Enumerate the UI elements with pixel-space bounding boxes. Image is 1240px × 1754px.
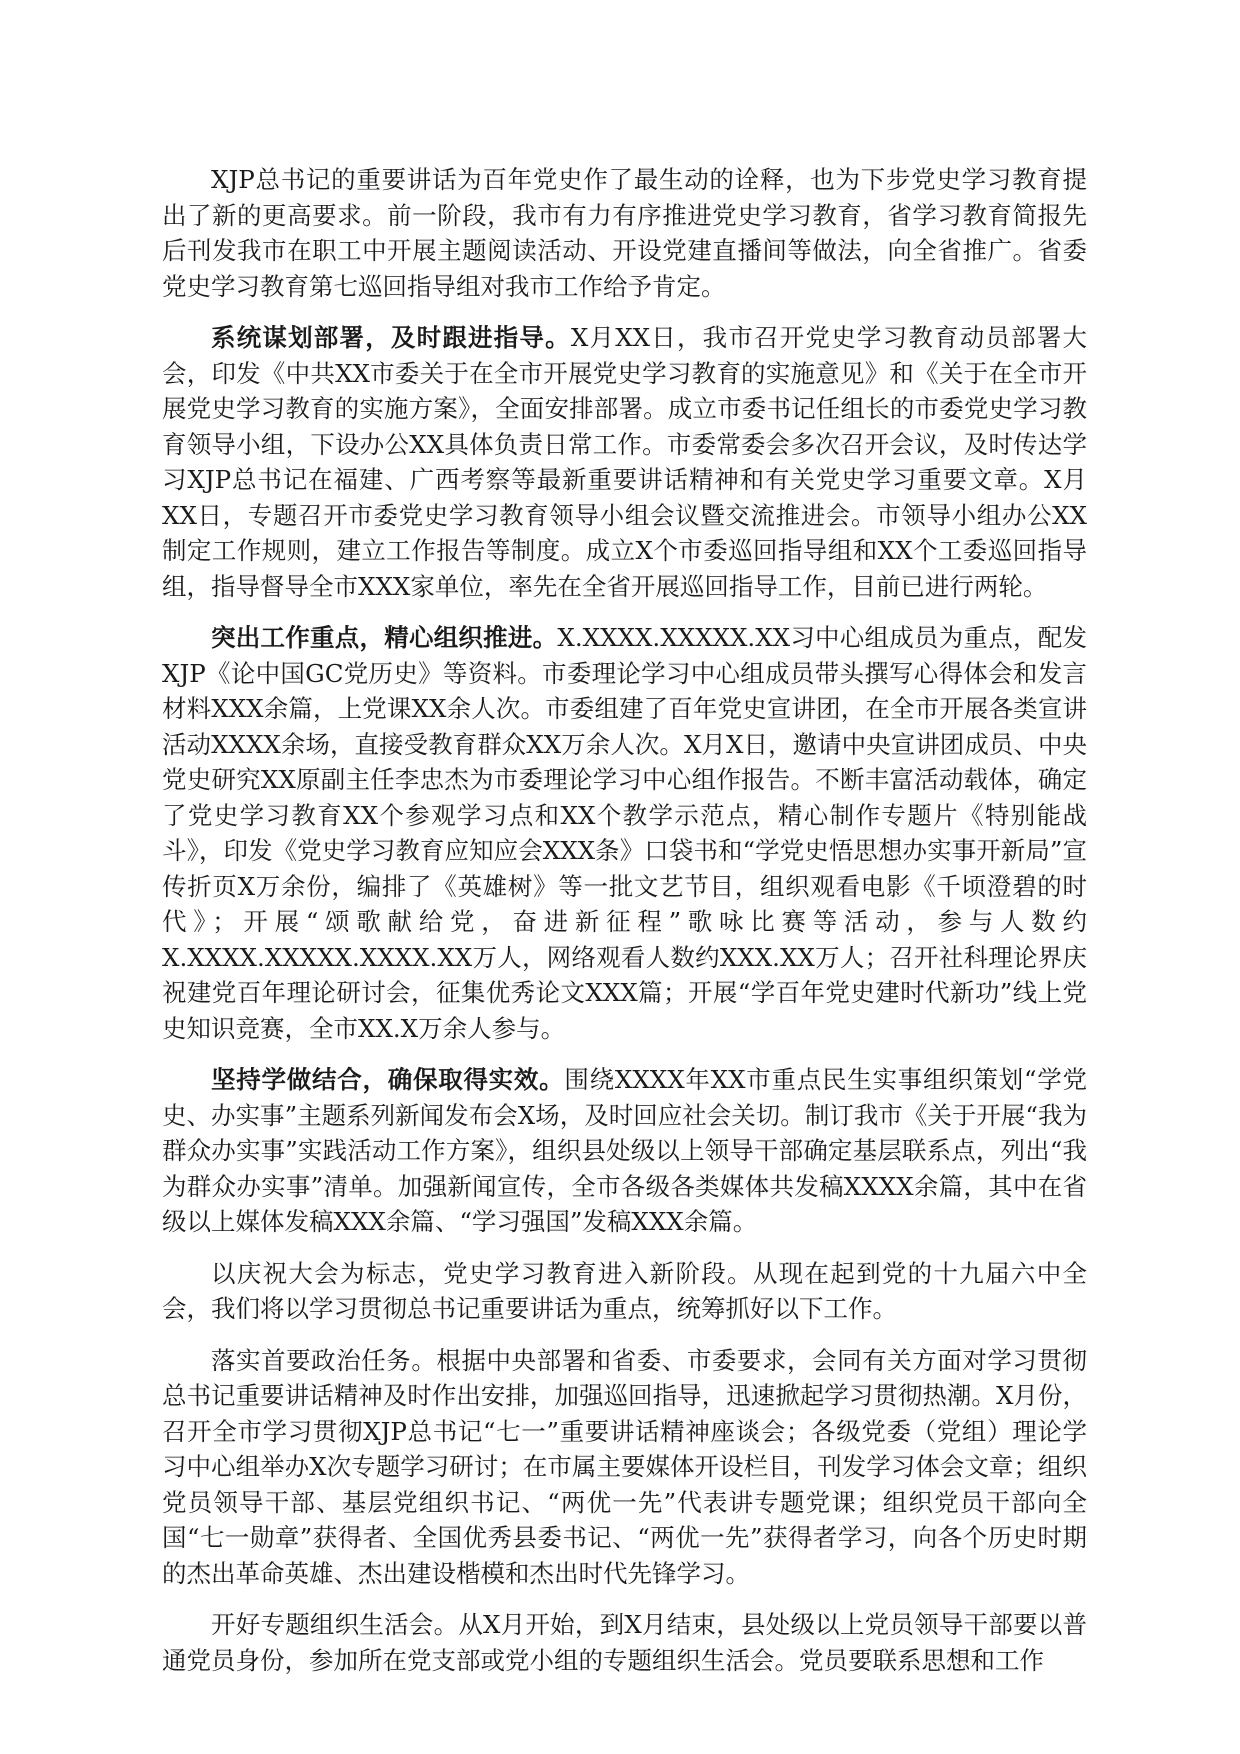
paragraph-deployment: [162, 320, 1087, 604]
paragraph-deployment-text: X月XX日，我市召开党史学习教育动员部署大会，印发《中共XX市委关于在全市开展党史学习教育的实施意见》和《关于在全市开展党史学习教育的实施方案》，全面安排部署。成立市委书记任组长的市委党史学习教育领导小组，下设办公XX具体负责日常工作。市委常委会多次召开会议，及时传达学习XJP总书记在福建、广西考察等最新重要讲话精神和有关党史学习重要文章。X月XX日，专题召开市委党史学习教育领导小组会议暨交流推进会。市领导小组办公XX制定工作规则，建立工作报告等制度。成立X个市委巡回指导组和XX个工委巡回指导组，指导督导全市XXX家单位，率先在全省开展巡回指导工作，目前已进行两轮。: [162, 323, 1088, 601]
paragraph-focus-heading: 突出工作重点，精心组织推进。: [211, 623, 558, 652]
paragraph-life-meeting-text: 开好专题组织生活会。从X月开始，到X月结束，县处级以上党员领导干部要以普通党员身份，参加所在党支部或党小组的专题组织生活会。党员要联系思想和工作: [162, 1610, 1087, 1675]
paragraph-focus: [162, 620, 1087, 1046]
document-page: [162, 162, 1087, 1694]
paragraph-deployment-heading: 系统谋划部署，及时跟进指导。: [211, 323, 571, 352]
paragraph-political-task: [162, 1343, 1087, 1592]
paragraph-new-stage-text: 以庆祝大会为标志，党史学习教育进入新阶段。从现在起到党的十九届六中全会，我们将以学习贯彻总书记重要讲话为重点，统筹抓好以下工作。: [162, 1258, 1087, 1323]
paragraph-results-heading: 坚持学做结合，确保取得实效。: [211, 1065, 565, 1094]
paragraph-focus-text: X.XXXX.XXXXX.XX习中心组成员为重点，配发XJP《论中国GC党历史》等资料。市委理论学习中心组成员带头撰写心得体会和发言材料XXX余篇，上党课XX余人次。市委组建了百年党史宣讲团，在全市开展各类宣讲活动XXXX余场，直接受教育群众XX万余人次。X月X日，邀请中央宣讲团成员、中央党史研究XX原副主任李忠杰为市委理论学习中心组作报告。不断丰富活动载体，确定了党史学习教育XX个参观学习点和XX个教学示范点，精心制作专题片《特别能战斗》，印发《党史学习教育应知应会XXX条》口袋书和“学党史悟思想办实事开新局”宣传折页X万余份，编排了《英雄树》等一批文艺节目，组织观看电影《千顷澄碧的时代》；开展“颂歌献给党，奋进新征程”歌咏比赛等活动，参与人数约X.XXXX.XXXXX.XXXX.XX万人，网络观看人数约XXX.XX万人；召开社科理论界庆祝建党百年理论研讨会，征集优秀论文XXX篇；开展“学百年党史建时代新功”线上党史知识竞赛，全市XX.X万余人参与。: [162, 623, 1087, 1043]
paragraph-political-task-text: 落实首要政治任务。根据中央部署和省委、市委要求，会同有关方面对学习贯彻总书记重要讲话精神及时作出安排，加强巡回指导，迅速掀起学习贯彻热潮。X月份，召开全市学习贯彻XJP总书记“七一”重要讲话精神座谈会；各级党委（党组）理论学习中心组举办X次专题学习研讨；在市属主要媒体开设栏目，刊发学习体会文章；组织党员领导干部、基层党组织书记、“两优一先”代表讲专题党课；组织党员干部向全国“七一勋章”获得者、全国优秀县委书记、“两优一先”获得者学习，向各个历史时期的杰出革命英雄、杰出建设楷模和杰出时代先锋学习。: [162, 1345, 1087, 1588]
paragraph-new-stage: [162, 1256, 1087, 1327]
paragraph-results: [162, 1062, 1087, 1240]
paragraph-intro: [162, 162, 1087, 304]
paragraph-life-meeting: [162, 1607, 1087, 1678]
paragraph-results-text: 围绕XXXX年XX市重点民生实事组织策划“学党史、办实事”主题系列新闻发布会X场，及时回应社会关切。制订我市《关于开展“我为群众办实事”实践活动工作方案》，组织县处级以上领导干部确定基层联系点，列出“我为群众办实事”清单。加强新闻宣传，全市各级各类媒体共发稿XXXX余篇，其中在省级以上媒体发稿XXX余篇、“学习强国”发稿XXX余篇。: [162, 1065, 1087, 1236]
paragraph-intro-text: XJP总书记的重要讲话为百年党史作了最生动的诠释，也为下步党史学习教育提出了新的更高要求。前一阶段，我市有力有序推进党史学习教育，省学习教育简报先后刊发我市在职工中开展主题阅读活动、开设党建直播间等做法，向全省推广。省委党史学习教育第七巡回指导组对我市工作给予肯定。: [162, 165, 1087, 301]
